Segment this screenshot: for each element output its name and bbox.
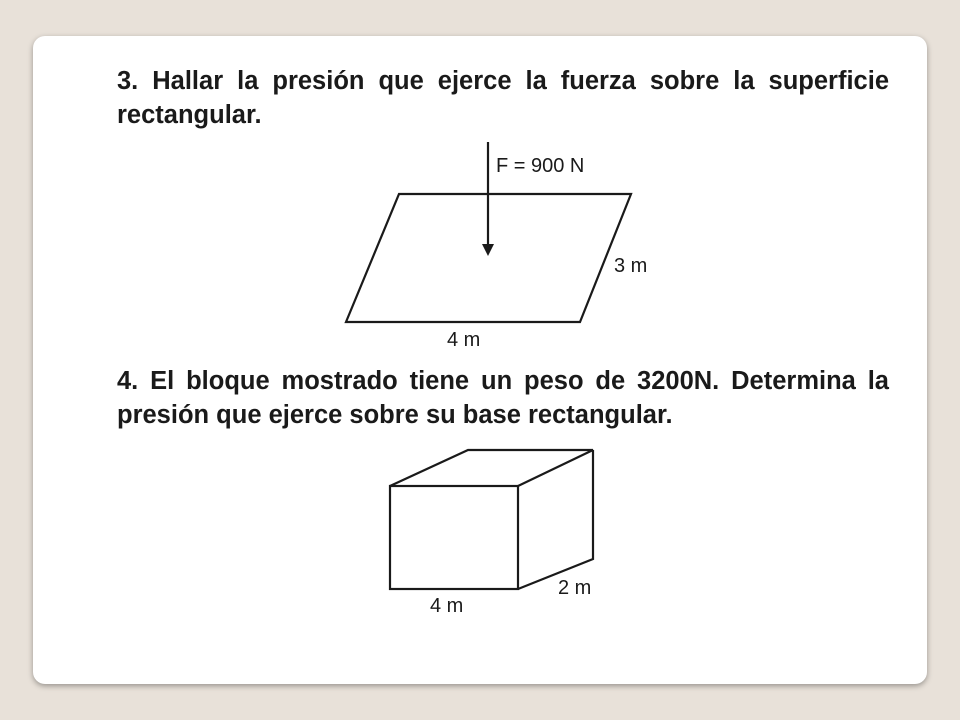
block-diagram xyxy=(373,444,613,624)
problem-3-statement: 3. Hallar la presión que ejerce la fuerza sobre la superficie rectangular. xyxy=(117,67,889,129)
block-depth-label: 2 m xyxy=(558,577,592,599)
base-length-label: 4 m xyxy=(447,329,481,351)
block-side-face xyxy=(518,450,593,589)
block-front-face xyxy=(390,486,518,589)
side-length-label: 3 m xyxy=(614,255,648,277)
block-width-label: 4 m xyxy=(430,595,464,617)
force-arrow-head xyxy=(482,244,494,256)
block-top-face xyxy=(390,450,593,486)
problem-4-statement: 4. El bloque mostrado tiene un peso de 3200N. Determina la presión que ejerce sobre su base rectangular. xyxy=(117,367,889,429)
slide xyxy=(33,36,927,684)
force-label: F = 900 N xyxy=(496,155,585,177)
surface-force-diagram xyxy=(333,140,663,356)
